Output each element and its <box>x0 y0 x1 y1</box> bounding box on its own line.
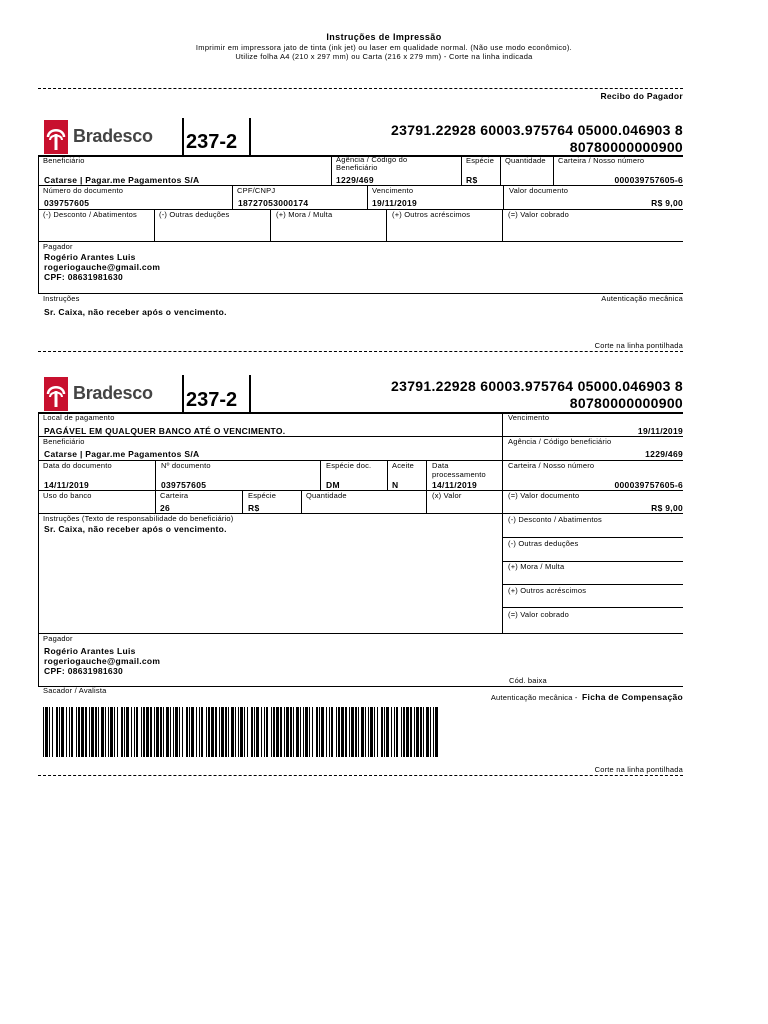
value-valor-doc: R$ 9,00 <box>651 503 683 513</box>
divider <box>242 490 243 513</box>
label-x-valor: (x) Valor <box>432 491 462 500</box>
divider <box>232 185 233 209</box>
value-instrucoes: Sr. Caixa, não receber após o vencimento. <box>44 307 227 317</box>
print-instructions-line-1: Imprimir em impressora jato de tinta (ink jet) ou laser em qualidade normal. (Não use modo econômico). <box>195 43 573 52</box>
value-cpf-cnpj: 18727053000174 <box>238 198 309 208</box>
value-vencimento: 19/11/2019 <box>637 426 683 436</box>
bradesco-logo-icon <box>44 120 68 154</box>
barcode <box>43 707 439 757</box>
label-valor-doc: (=) Valor documento <box>508 491 580 500</box>
rule <box>38 633 683 634</box>
value-especie: R$ <box>466 175 478 185</box>
label-agencia: Agência / Código beneficiário <box>508 437 612 446</box>
value-carteira: 26 <box>160 503 171 513</box>
value-agencia: 1229/469 <box>645 449 683 459</box>
label-ficha-compensacao: Ficha de Compensação <box>582 692 683 702</box>
label-local-pagamento: Local de pagamento <box>43 413 115 422</box>
cut-line-bottom <box>38 775 683 776</box>
digitable-line-1: 23791.22928 60003.975764 05000.046903 8 <box>391 378 683 394</box>
label-quantidade: Quantidade <box>306 491 347 500</box>
label-outras-deducoes: (-) Outras deduções <box>508 539 579 548</box>
bradesco-logo-icon <box>44 377 68 411</box>
value-numero-doc: 039757605 <box>44 198 90 208</box>
divider <box>155 460 156 490</box>
label-valor-cobrado: (=) Valor cobrado <box>508 610 569 619</box>
value-pagador-cpf: CPF: 08631981630 <box>44 666 123 676</box>
value-nosso-numero: 000039757605-6 <box>614 175 683 185</box>
label-outros-acrescimos: (+) Outros acréscimos <box>508 586 587 595</box>
value-pagador-nome: Rogério Arantes Luis <box>44 646 136 656</box>
label-beneficiario: Beneficiário <box>43 437 85 446</box>
rule <box>38 490 683 491</box>
label-especie-doc: Espécie doc. <box>326 461 372 470</box>
label-vencimento: Vencimento <box>372 186 414 195</box>
divider <box>553 155 554 185</box>
rule <box>38 241 683 242</box>
divider <box>38 412 39 686</box>
value-vencimento: 19/11/2019 <box>372 198 418 208</box>
value-pagador-cpf: CPF: 08631981630 <box>44 272 123 282</box>
label-quantidade: Quantidade <box>505 156 546 165</box>
bank-code: 237-2 <box>186 131 238 153</box>
label-beneficiario: Beneficiário <box>43 156 85 165</box>
value-beneficiario: Catarse | Pagar.me Pagamentos S/A <box>44 449 200 459</box>
divider <box>386 209 387 241</box>
label-valor-doc: Valor documento <box>509 186 569 195</box>
bank-name: Bradesco <box>73 383 153 403</box>
divider <box>182 375 184 412</box>
rule <box>38 293 683 294</box>
divider <box>426 460 427 490</box>
divider <box>387 460 388 490</box>
digitable-line-2: 80780000000900 <box>569 395 683 411</box>
label-mora: (+) Mora / Multa <box>508 562 565 571</box>
value-especie: R$ <box>248 503 260 513</box>
value-instrucoes: Sr. Caixa, não receber após o vencimento. <box>44 524 227 534</box>
value-beneficiario: Catarse | Pagar.me Pagamentos S/A <box>44 175 200 185</box>
label-cod-baixa: Cód. baixa <box>509 676 547 685</box>
value-local-pagamento: PAGÁVEL EM QUALQUER BANCO ATÉ O VENCIMENTO. <box>44 426 286 436</box>
label-desconto: (-) Desconto / Abatimentos <box>508 515 602 524</box>
cut-label-1: Corte na linha pontilhada <box>594 341 683 350</box>
label-carteira: Carteira <box>160 491 189 500</box>
label-instrucoes: Instruções <box>43 294 80 303</box>
label-mora: (+) Mora / Multa <box>276 210 333 219</box>
divider <box>182 118 184 155</box>
label-outras-deducoes: (-) Outras deduções <box>159 210 230 219</box>
rule <box>38 412 683 414</box>
label-outros-acrescimos: (+) Outros acréscimos <box>392 210 471 219</box>
label-sacador: Sacador / Avalista <box>43 686 107 695</box>
rule <box>502 584 683 585</box>
label-numero-doc: Número do documento <box>43 186 124 195</box>
divider <box>502 209 503 241</box>
value-valor-doc: R$ 9,00 <box>651 198 683 208</box>
cut-line-middle <box>38 351 683 352</box>
label-num-documento: Nº documento <box>161 461 211 470</box>
divider <box>331 155 332 185</box>
label-especie: Espécie <box>248 491 277 500</box>
label-autenticacao: Autenticação mecânica <box>601 294 683 303</box>
value-num-documento: 039757605 <box>161 480 207 490</box>
cut-label-2: Corte na linha pontilhada <box>594 765 683 774</box>
value-aceite: N <box>392 480 399 490</box>
label-aceite: Aceite <box>392 461 415 470</box>
value-pagador-email: rogeriogauche@gmail.com <box>44 262 161 272</box>
label-pagador: Pagador <box>43 242 73 251</box>
label-carteira-nosso: Carteira / Nosso número <box>558 156 645 165</box>
divider <box>320 460 321 490</box>
value-pagador-email: rogeriogauche@gmail.com <box>44 656 161 666</box>
receipt-title: Recibo do Pagador <box>600 91 683 101</box>
label-especie: Espécie <box>466 156 495 165</box>
label-desconto: (-) Desconto / Abatimentos <box>43 210 137 219</box>
value-nosso-numero: 000039757605-6 <box>614 480 683 490</box>
digitable-line-1: 23791.22928 60003.975764 05000.046903 8 <box>391 122 683 138</box>
label-cpf-cnpj: CPF/CNPJ <box>237 186 276 195</box>
value-data-processamento: 14/11/2019 <box>432 480 478 490</box>
cut-line-top <box>38 88 683 89</box>
label-autenticacao: Autenticação mecânica - <box>490 693 578 702</box>
bank-name: Bradesco <box>73 126 153 146</box>
divider <box>155 490 156 513</box>
print-instructions-title: Instruções de Impressão <box>326 32 442 42</box>
divider <box>426 490 427 513</box>
print-instructions-line-2: Utilize folha A4 (210 x 297 mm) ou Carta (216 x 279 mm) - Corte na linha indicada <box>235 52 533 61</box>
value-data-documento: 14/11/2019 <box>44 480 90 490</box>
label-uso-banco: Uso do banco <box>43 491 92 500</box>
value-agencia: 1229/469 <box>336 175 374 185</box>
rule <box>502 537 683 538</box>
divider <box>461 155 462 185</box>
divider <box>249 118 251 155</box>
divider <box>38 155 39 293</box>
label-instrucoes: Instruções (Texto de responsabilidade do beneficiário) <box>43 514 234 523</box>
value-especie-doc: DM <box>326 480 340 490</box>
divider <box>503 185 504 209</box>
bank-code: 237-2 <box>186 389 238 411</box>
divider <box>500 155 501 185</box>
label-carteira-nosso: Carteira / Nosso número <box>508 461 595 470</box>
label-agencia: Agência / Código do Beneficiário <box>336 155 408 172</box>
label-pagador: Pagador <box>43 634 73 643</box>
divider <box>367 185 368 209</box>
divider <box>502 412 503 634</box>
divider <box>301 490 302 513</box>
divider <box>270 209 271 241</box>
digitable-line-2: 80780000000900 <box>569 139 683 155</box>
divider <box>249 375 251 412</box>
label-valor-cobrado: (=) Valor cobrado <box>508 210 569 219</box>
label-data-processamento: Data processamento <box>432 461 486 479</box>
divider <box>154 209 155 241</box>
rule <box>38 185 683 186</box>
value-pagador-nome: Rogério Arantes Luis <box>44 252 136 262</box>
label-data-documento: Data do documento <box>43 461 112 470</box>
autenticacao-ficha <box>491 687 683 705</box>
rule <box>502 607 683 608</box>
label-vencimento: Vencimento <box>508 413 550 422</box>
